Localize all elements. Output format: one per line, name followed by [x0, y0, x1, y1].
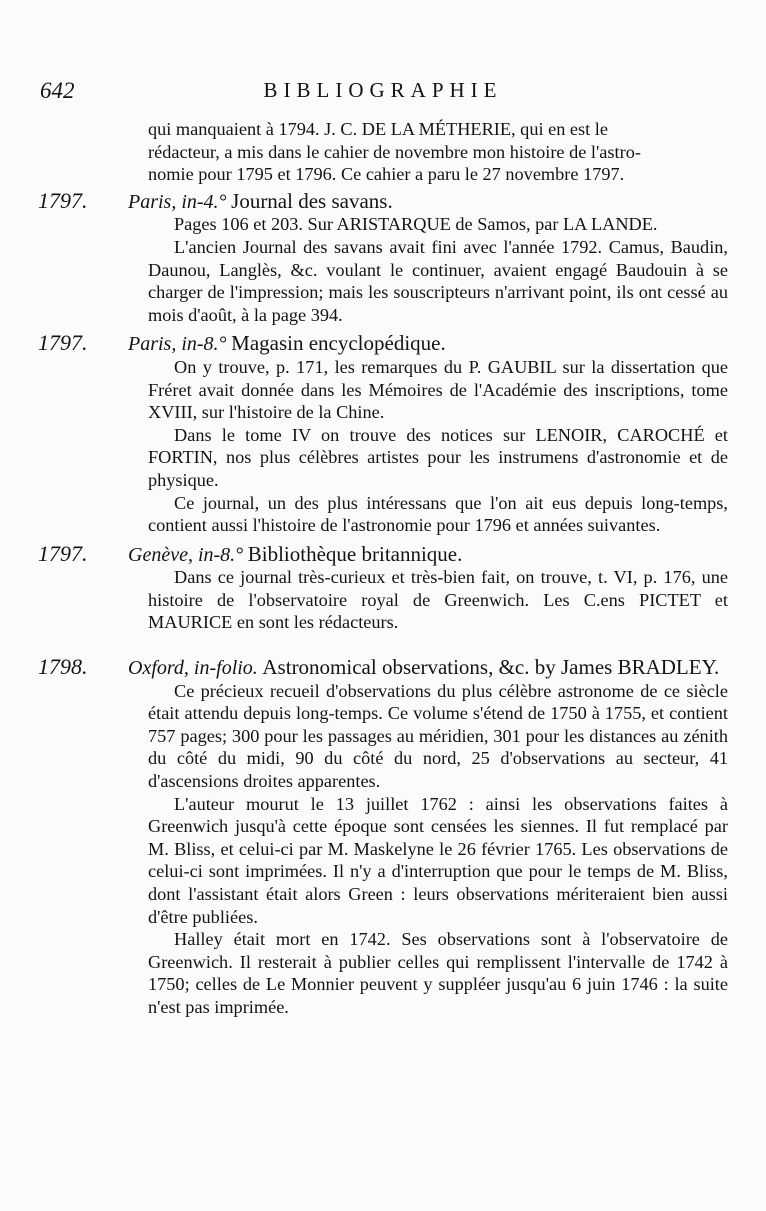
page-number: 642 [40, 78, 75, 103]
entry-heading [38, 332, 728, 356]
entry-title: Magasin encyclopédique. [231, 331, 446, 356]
running-title: BIBLIOGRAPHIE [263, 78, 503, 102]
entry-heading [38, 187, 728, 214]
entry-title: Journal des savans. [231, 188, 393, 213]
page-body [38, 118, 728, 1019]
text-line: rédacteur, a mis dans le cahier de novembre mon histoire de l'astro- [148, 141, 641, 162]
entry-place: Genève, in-8.° [128, 543, 244, 566]
entry-year: 1798. [38, 654, 88, 680]
entry-title: Astronomical observations, &c. by James BRADLEY. [262, 655, 720, 680]
page-header [0, 78, 766, 108]
entry-paragraph: Ce journal, un des plus intéressans que l'on ait eus depuis long-temps, contient aussi l'histoire de l'astronomie pour 1796 et années suivantes. [148, 492, 728, 536]
entry-place: Paris, in-8.° [128, 333, 227, 356]
entry-paragraph: Halley était mort en 1742. Ses observations sont à l'observatoire de Greenwich. Il resterait à publier celles qui remplissent l'intervalle de 1742 à 1750; celles de Le Monnier peuvent y suppléer jusqu'au 6 juin 1746 : la suite n'est pas imprimée. [148, 929, 728, 1017]
entry-year: 1797. [38, 330, 88, 356]
entry-heading [38, 656, 728, 680]
spacer [38, 634, 728, 656]
bibliography-entry [38, 540, 728, 634]
bibliography-entry [38, 332, 728, 536]
continued-text [38, 118, 728, 186]
entry-paragraph: On y trouve, p. 171, les remarques du P. GAUBIL sur la dissertation que Fréret avait donnée dans les Mémoires de l'Académie des inscriptions, tome XVIII, sur l'histoire de la Chine. [148, 356, 728, 423]
text-line: nomie pour 1795 et 1796. Ce cahier a paru le 27 novembre 1797. [148, 164, 625, 185]
entry-title: Bibliothèque britannique. [247, 541, 463, 566]
bibliography-entry [38, 656, 728, 1019]
entry-paragraph: Pages 106 et 203. Sur ARISTARQUE de Samos, par LA LANDE. [174, 214, 658, 235]
entry-paragraph: L'auteur mourut le 13 juillet 1762 : ainsi les observations faites à Greenwich jusqu'à cette époque sont censées les siennes. Il fut remplacé par M. Bliss, et celui-ci par M. Maskelyne le 26 février 1765. Les observations de celui-ci sont imprimées. Il n'y a d'interruption que pour le temps de M. Bliss, dont l'assistant était alors Green : leurs observations mériteraient bien aussi d'être publiées. [148, 793, 728, 927]
bibliography-entry [38, 187, 728, 327]
entry-paragraph: L'ancien Journal des savans avait fini avec l'année 1792. Camus, Baudin, Daunou, Langlès, &c. voulant le continuer, avaient engagé Baudouin à se charger de l'impression; mais les souscripteurs n'arrivant point, ils ont cessé au mois d'août, à la page 394. [148, 236, 728, 325]
entry-place: Oxford, in-folio. [128, 657, 258, 680]
entry-heading [38, 540, 728, 567]
entry-year: 1797. [38, 540, 88, 566]
entry-paragraph: Ce précieux recueil d'observations du plus célèbre astronome de ce siècle était attendu depuis long-temps. Ce volume s'étend de 1750 à 1755, et contient 757 pages; 300 pour les passages au méridien, 301 pour les distances au zénith du côté du midi, 90 du côté du nord, 25 d'observations au secteur, 41 d'ascensions droites apparentes. [148, 680, 728, 792]
text-line: qui manquaient à 1794. J. C. DE LA MÉTHERIE, qui en est le [148, 119, 609, 139]
entry-year: 1797. [38, 187, 88, 213]
entry-paragraph: Dans ce journal très-curieux et très-bien fait, on trouve, t. VI, p. 176, une histoire de l'observatoire royal de Greenwich. Les C.ens PICTET et MAURICE en sont les rédacteurs. [148, 567, 728, 633]
entry-place: Paris, in-4.° [128, 190, 227, 213]
entry-paragraph: Dans le tome IV on trouve des notices sur LENOIR, CAROCHÉ et FORTIN, nos plus célèbres artistes pour les instrumens d'astronomie et de physique. [148, 424, 728, 490]
